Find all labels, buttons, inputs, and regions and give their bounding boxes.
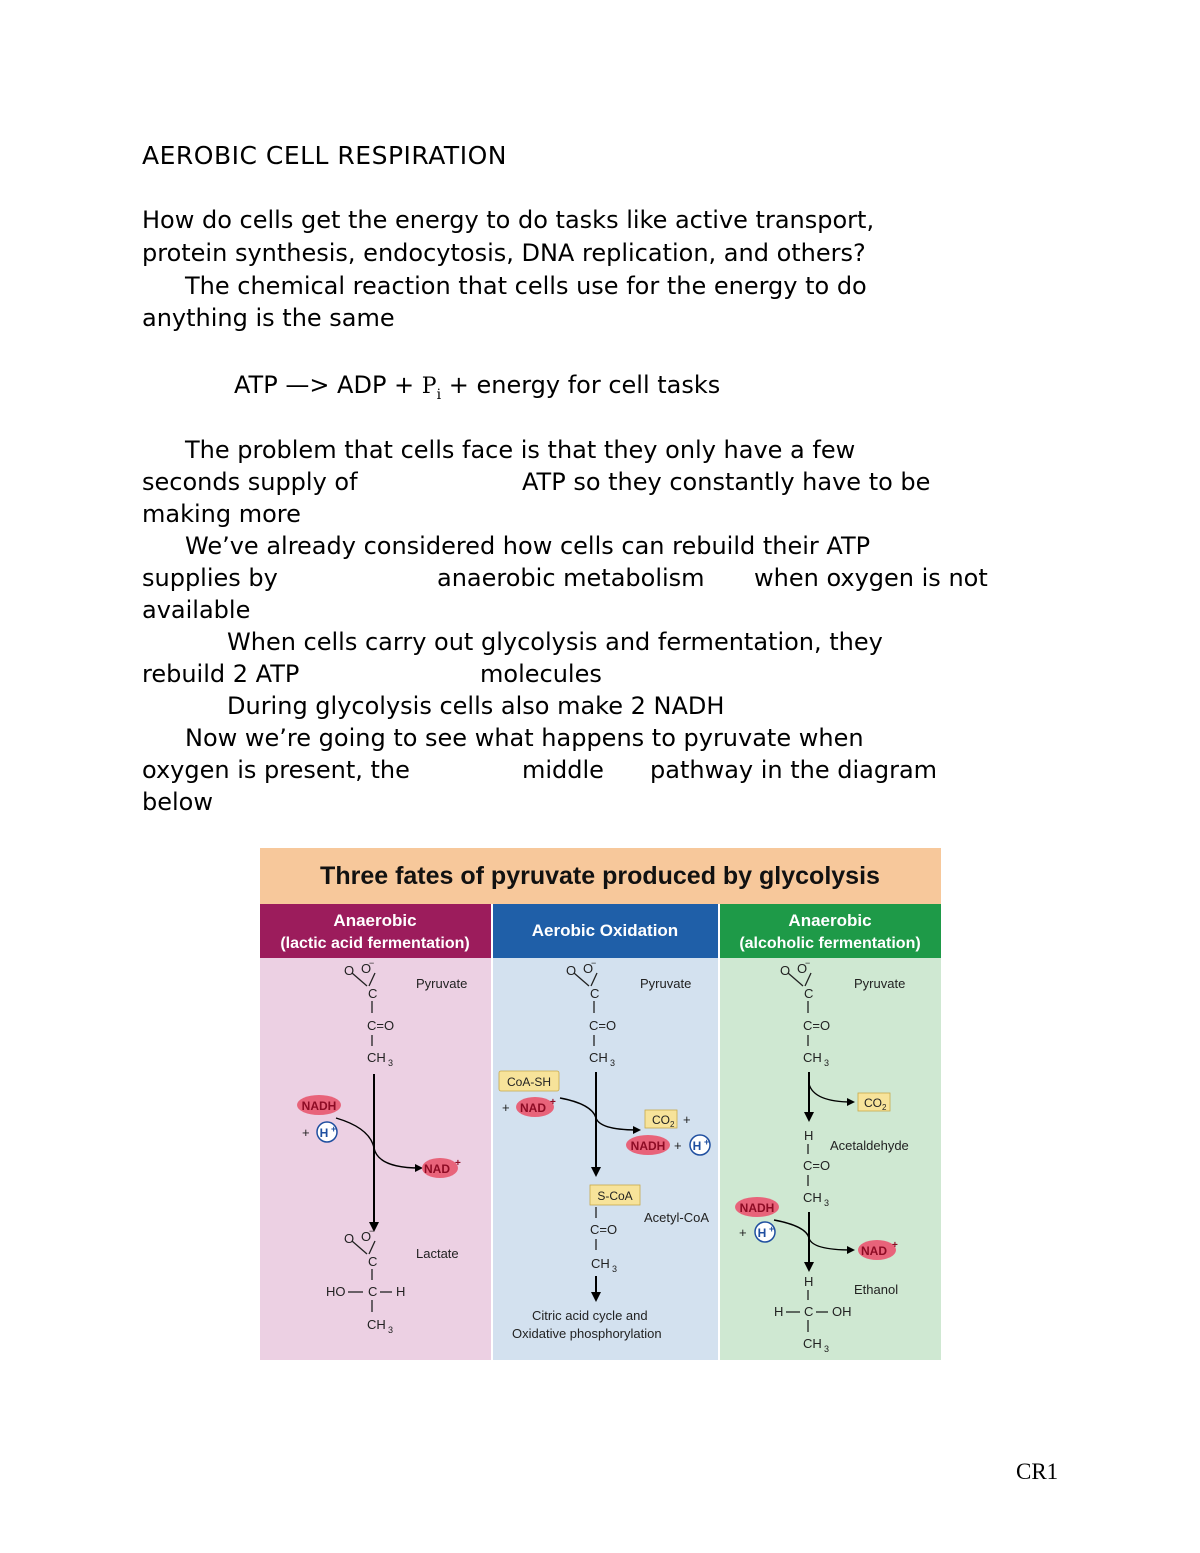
left-plus: + [302, 1125, 310, 1140]
para3-line2b: anaerobic metabolism [437, 564, 705, 592]
para4-line1: When cells carry out glycolysis and fermentation, they [227, 628, 883, 656]
svg-text:C: C [368, 1254, 378, 1269]
mid-citric-line1: Citric acid cycle and [532, 1308, 648, 1323]
header-right-line2: (alcoholic fermentation) [739, 935, 921, 952]
svg-text:−: − [369, 958, 375, 968]
equation [234, 370, 720, 410]
para6-line3: below [142, 788, 213, 816]
svg-text:+: + [704, 1137, 710, 1147]
svg-text:−: − [805, 958, 811, 968]
page-footer: CR1 [1016, 1459, 1059, 1484]
para1-line4: anything is the same [142, 304, 395, 332]
svg-text:C: C [804, 986, 814, 1001]
svg-text:+: + [331, 1124, 337, 1134]
svg-text:−: − [369, 1226, 375, 1236]
svg-text:Pyruvate: Pyruvate [854, 976, 906, 991]
svg-text:2: 2 [882, 1103, 887, 1112]
svg-text:3: 3 [388, 1325, 394, 1335]
svg-text:CoA-SH: CoA-SH [506, 1075, 552, 1089]
pyruvate-fates-diagram [260, 848, 941, 1360]
para6-line2c: pathway in the diagram [650, 756, 938, 784]
equation-right: + energy for cell tasks [441, 371, 721, 399]
para3-line3: available [142, 596, 251, 624]
svg-text:CH: CH [589, 1050, 608, 1065]
svg-text:3: 3 [824, 1198, 830, 1208]
svg-text:C=O: C=O [803, 1018, 831, 1033]
svg-text:+: + [892, 1240, 898, 1251]
svg-text:2: 2 [670, 1120, 675, 1129]
svg-text:3: 3 [612, 1264, 618, 1274]
para3-line1: We’ve already considered how cells can rebuild their ATP [185, 532, 871, 560]
svg-text:C=O: C=O [367, 1018, 395, 1033]
para2-line2a: seconds supply of [142, 468, 358, 496]
svg-text:Acetaldehyde: Acetaldehyde [830, 1138, 909, 1153]
phosphate-symbol: P [421, 374, 437, 399]
header-left-line2: (lactic acid fermentation) [280, 935, 470, 952]
svg-text:O: O [344, 963, 355, 978]
mid-hplus-icon [690, 1135, 710, 1155]
svg-text:H: H [774, 1304, 784, 1319]
equation-left: ATP —> ADP + [234, 371, 422, 399]
svg-text:H: H [319, 1126, 329, 1140]
svg-text:Lactate: Lactate [416, 1246, 459, 1261]
para5-line1: During glycolysis cells also make 2 NADH [227, 692, 725, 720]
svg-text:C=O: C=O [589, 1018, 617, 1033]
svg-text:S-CoA: S-CoA [597, 1189, 633, 1203]
svg-text:O: O [780, 963, 791, 978]
mid-plus-3: + [674, 1138, 682, 1153]
svg-text:3: 3 [610, 1058, 616, 1068]
page-title: AEROBIC CELL RESPIRATION [142, 141, 507, 170]
para2-line2b: ATP so they constantly have to be [522, 468, 931, 496]
svg-text:C: C [804, 1304, 814, 1319]
svg-text:Acetyl-CoA: Acetyl-CoA [644, 1210, 710, 1225]
svg-text:H: H [804, 1274, 814, 1289]
right-plus: + [739, 1225, 747, 1240]
para1-line1: How do cells get the energy to do tasks like active transport, [142, 206, 875, 234]
para4-line2a: rebuild 2 ATP [142, 660, 300, 688]
svg-text:NAD: NAD [520, 1101, 546, 1115]
svg-text:C: C [368, 986, 378, 1001]
svg-text:OH: OH [832, 1304, 852, 1319]
pyruvate-fates-figure [260, 848, 941, 1360]
svg-text:H: H [757, 1226, 767, 1240]
svg-text:+: + [769, 1224, 775, 1234]
para6-line2a: oxygen is present, the [142, 756, 410, 784]
header-mid-line1: Aerobic Oxidation [531, 921, 679, 940]
svg-text:O: O [583, 961, 594, 976]
para6-line2b: middle [522, 756, 604, 784]
para2-line1: The problem that cells face is that they only have a few [185, 436, 856, 464]
svg-text:CH: CH [803, 1336, 822, 1351]
svg-text:Pyruvate: Pyruvate [640, 976, 692, 991]
svg-text:C=O: C=O [803, 1158, 831, 1173]
para3-line2c: when oxygen is not [754, 564, 988, 592]
mid-co2-box [645, 1110, 677, 1129]
svg-text:H: H [804, 1128, 814, 1143]
svg-text:CH: CH [803, 1050, 822, 1065]
svg-text:HO: HO [326, 1284, 346, 1299]
svg-text:NADH: NADH [739, 1201, 775, 1215]
svg-text:C: C [368, 1284, 378, 1299]
svg-text:NADH: NADH [301, 1099, 337, 1113]
right-co2-box [858, 1093, 890, 1112]
mid-nadh-badge [626, 1135, 670, 1155]
mid-plus: + [502, 1100, 510, 1115]
right-hplus-icon [755, 1222, 775, 1242]
svg-text:CH: CH [803, 1190, 822, 1205]
svg-text:NADH: NADH [630, 1139, 666, 1153]
para2-line3: making more [142, 500, 301, 528]
para1-line2: protein synthesis, endocytosis, DNA replication, and others? [142, 239, 866, 267]
header-left-line1: Anaerobic [333, 911, 417, 930]
svg-text:3: 3 [388, 1058, 394, 1068]
svg-text:CH: CH [591, 1256, 610, 1271]
svg-text:Ethanol: Ethanol [854, 1282, 899, 1297]
svg-text:O: O [361, 1229, 372, 1244]
svg-text:+: + [550, 1097, 556, 1108]
left-nadh-badge [297, 1095, 341, 1115]
svg-text:3: 3 [824, 1058, 830, 1068]
svg-text:C=O: C=O [590, 1222, 618, 1237]
svg-text:−: − [591, 958, 597, 968]
svg-text:CO: CO [864, 1096, 882, 1110]
svg-text:H: H [692, 1139, 702, 1153]
mid-coash-box [499, 1071, 559, 1091]
svg-text:O: O [361, 961, 372, 976]
para3-line2a: supplies by [142, 564, 278, 592]
mid-citric-line2: Oxidative phosphorylation [512, 1326, 662, 1341]
figure-title: Three fates of pyruvate produced by glycolysis [320, 862, 880, 890]
svg-text:NAD: NAD [424, 1162, 450, 1176]
svg-text:Pyruvate: Pyruvate [416, 976, 468, 991]
para1-line3: The chemical reaction that cells use for the energy to do [185, 272, 867, 300]
svg-text:NAD: NAD [861, 1244, 887, 1258]
right-nadh-badge [735, 1197, 779, 1217]
svg-text:CH: CH [367, 1050, 386, 1065]
svg-text:O: O [344, 1231, 355, 1246]
svg-text:3: 3 [824, 1344, 830, 1354]
svg-text:O: O [566, 963, 577, 978]
svg-text:CH: CH [367, 1317, 386, 1332]
para6-line1: Now we’re going to see what happens to pyruvate when [185, 724, 864, 752]
header-right-line1: Anaerobic [788, 911, 872, 930]
svg-text:O: O [797, 961, 808, 976]
svg-text:C: C [590, 986, 600, 1001]
col-right-bg [720, 958, 941, 1360]
svg-text:H: H [396, 1284, 406, 1299]
para4-line2b: molecules [480, 660, 602, 688]
phosphate-subscript: i [436, 386, 442, 403]
left-hplus-icon [317, 1122, 337, 1142]
mid-plus-2: + [683, 1112, 691, 1127]
svg-text:CO: CO [652, 1113, 670, 1127]
svg-text:+: + [455, 1158, 461, 1169]
